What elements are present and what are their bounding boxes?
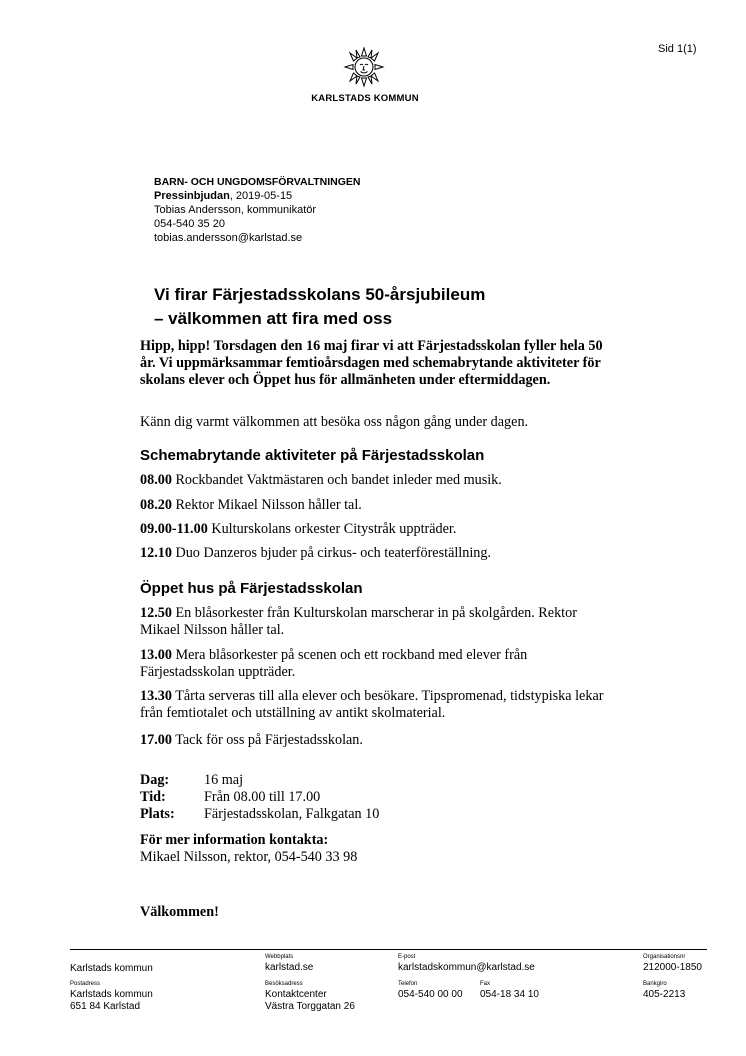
footer-post-label: Postadress: [70, 981, 101, 987]
open-house-item: [140, 732, 610, 749]
lead-paragraph: Hipp, hipp! Torsdagen den 16 maj firar vi att Färjestadsskolan fyller hela 50 år. Vi uppmärksammar femtioårsdagen med schemabrytande aktiviteter för skolans elever och Öppet hus för allmänheten under eftermiddagen.: [140, 338, 603, 388]
doc-type: Pressinbjudan: [154, 190, 230, 202]
item-text: Kulturskolans orkester Citystråk uppträder.: [207, 521, 457, 537]
footer-web-label: Webbplats: [265, 954, 294, 960]
invite-paragraph: Känn dig varmt välkommen att besöka oss någon gång under dagen.: [140, 414, 529, 430]
footer-web: karlstad.se: [265, 962, 314, 973]
footer-phone: 054-540 00 00: [398, 989, 463, 1000]
item-time: 08.00: [140, 472, 172, 488]
schedule-item: [140, 521, 610, 538]
footer-fax: 054-18 34 10: [480, 989, 539, 1000]
item-time: 12.50: [140, 605, 172, 621]
item-time: 08.20: [140, 497, 172, 513]
time-value: Från 08.00 till 17.00: [204, 789, 321, 805]
footer-orgnr-label: Organisationsnr: [643, 954, 686, 960]
open-house-item: [140, 688, 610, 722]
schedule-item: [140, 545, 610, 562]
item-text: Duo Danzeros bjuder på cirkus- och teaterföreställning.: [171, 545, 492, 561]
org-name: KARLSTADS KOMMUN: [311, 93, 419, 104]
day-value: 16 maj: [204, 772, 244, 788]
item-time: 17.00: [140, 732, 172, 748]
item-text: Tårta serveras till alla elever och besökare. Tipspromenad, tidstypiska lekar från femtiotalet och utställning av antikt skolmaterial.: [140, 688, 604, 721]
footer-email: karlstadskommun@karlstad.se: [398, 962, 535, 973]
sender-name: Tobias Andersson, kommunikatör: [154, 204, 317, 216]
footer-email-label: E-post: [398, 954, 416, 960]
footer-orgnr: 212000-1850: [643, 962, 702, 973]
footer-divider: [70, 949, 707, 950]
department: BARN- OCH UNGDOMSFÖRVALTNINGEN: [154, 176, 361, 188]
footer-org-name: Karlstads kommun: [70, 963, 153, 974]
footer-bankgiro-label: Bankgiro: [643, 981, 667, 987]
schedule-item: [140, 472, 610, 489]
detail-day: [140, 772, 243, 789]
item-time: 09.00-11.00: [140, 521, 208, 537]
footer-post-line1: Karlstads kommun: [70, 989, 153, 1000]
footer-fax-label: Fax: [480, 981, 491, 987]
sender-block: [154, 175, 361, 245]
welcome-text: Välkommen!: [140, 904, 219, 920]
day-label: Dag:: [140, 772, 170, 788]
doc-date: , 2019-05-15: [229, 190, 293, 202]
open-house-heading: Öppet hus på Färjestadsskolan: [140, 580, 363, 597]
time-label: Tid:: [140, 789, 166, 805]
detail-place: [140, 806, 379, 823]
item-time: 13.00: [140, 647, 172, 663]
open-house-item: [140, 605, 610, 639]
schedule-item: [140, 497, 610, 514]
item-time: 12.10: [140, 545, 172, 561]
footer-visit-label: Besöksadress: [265, 981, 303, 987]
place-label: Plats:: [140, 806, 175, 822]
footer-visit-line1: Kontaktcenter: [265, 989, 327, 1000]
item-text: Tack för oss på Färjestadsskolan.: [171, 732, 363, 748]
sun-logo-icon: [343, 44, 385, 88]
detail-time: [140, 789, 320, 806]
footer-bankgiro: 405-2213: [643, 989, 686, 1000]
open-house-item: [140, 647, 610, 681]
page-number: Sid 1(1): [658, 43, 697, 55]
more-info-contact: Mikael Nilsson, rektor, 054-540 33 98: [140, 849, 358, 865]
item-time: 13.30: [140, 688, 172, 704]
sender-phone: 054-540 35 20: [154, 218, 225, 230]
schedule-heading: Schemabrytande aktiviteter på Färjestadsskolan: [140, 447, 485, 464]
sender-email: tobias.andersson@karlstad.se: [154, 232, 303, 244]
item-text: Rockbandet Vaktmästaren och bandet inleder med musik.: [171, 472, 502, 488]
footer-phone-label: Telefon: [398, 981, 418, 987]
item-text: Mera blåsorkester på scenen och ett rockband med elever från Färjestadsskolan uppträder.: [140, 647, 528, 680]
headline-line1: Vi firar Färjestadsskolans 50-årsjubileum: [154, 285, 486, 304]
item-text: En blåsorkester från Kulturskolan marscherar in på skolgården. Rektor Mikael Nilsson håller tal.: [140, 605, 577, 638]
more-info-label: För mer information kontakta:: [140, 832, 329, 848]
footer-post-line2: 651 84 Karlstad: [70, 1001, 141, 1012]
footer-visit-line2: Västra Torggatan 26: [265, 1001, 355, 1012]
doc-type-line: [154, 189, 361, 203]
headline-line2: – välkommen att fira med oss: [154, 309, 393, 328]
item-text: Rektor Mikael Nilsson håller tal.: [171, 497, 362, 513]
place-value: Färjestadsskolan, Falkgatan 10: [204, 806, 380, 822]
headline: [154, 283, 624, 331]
